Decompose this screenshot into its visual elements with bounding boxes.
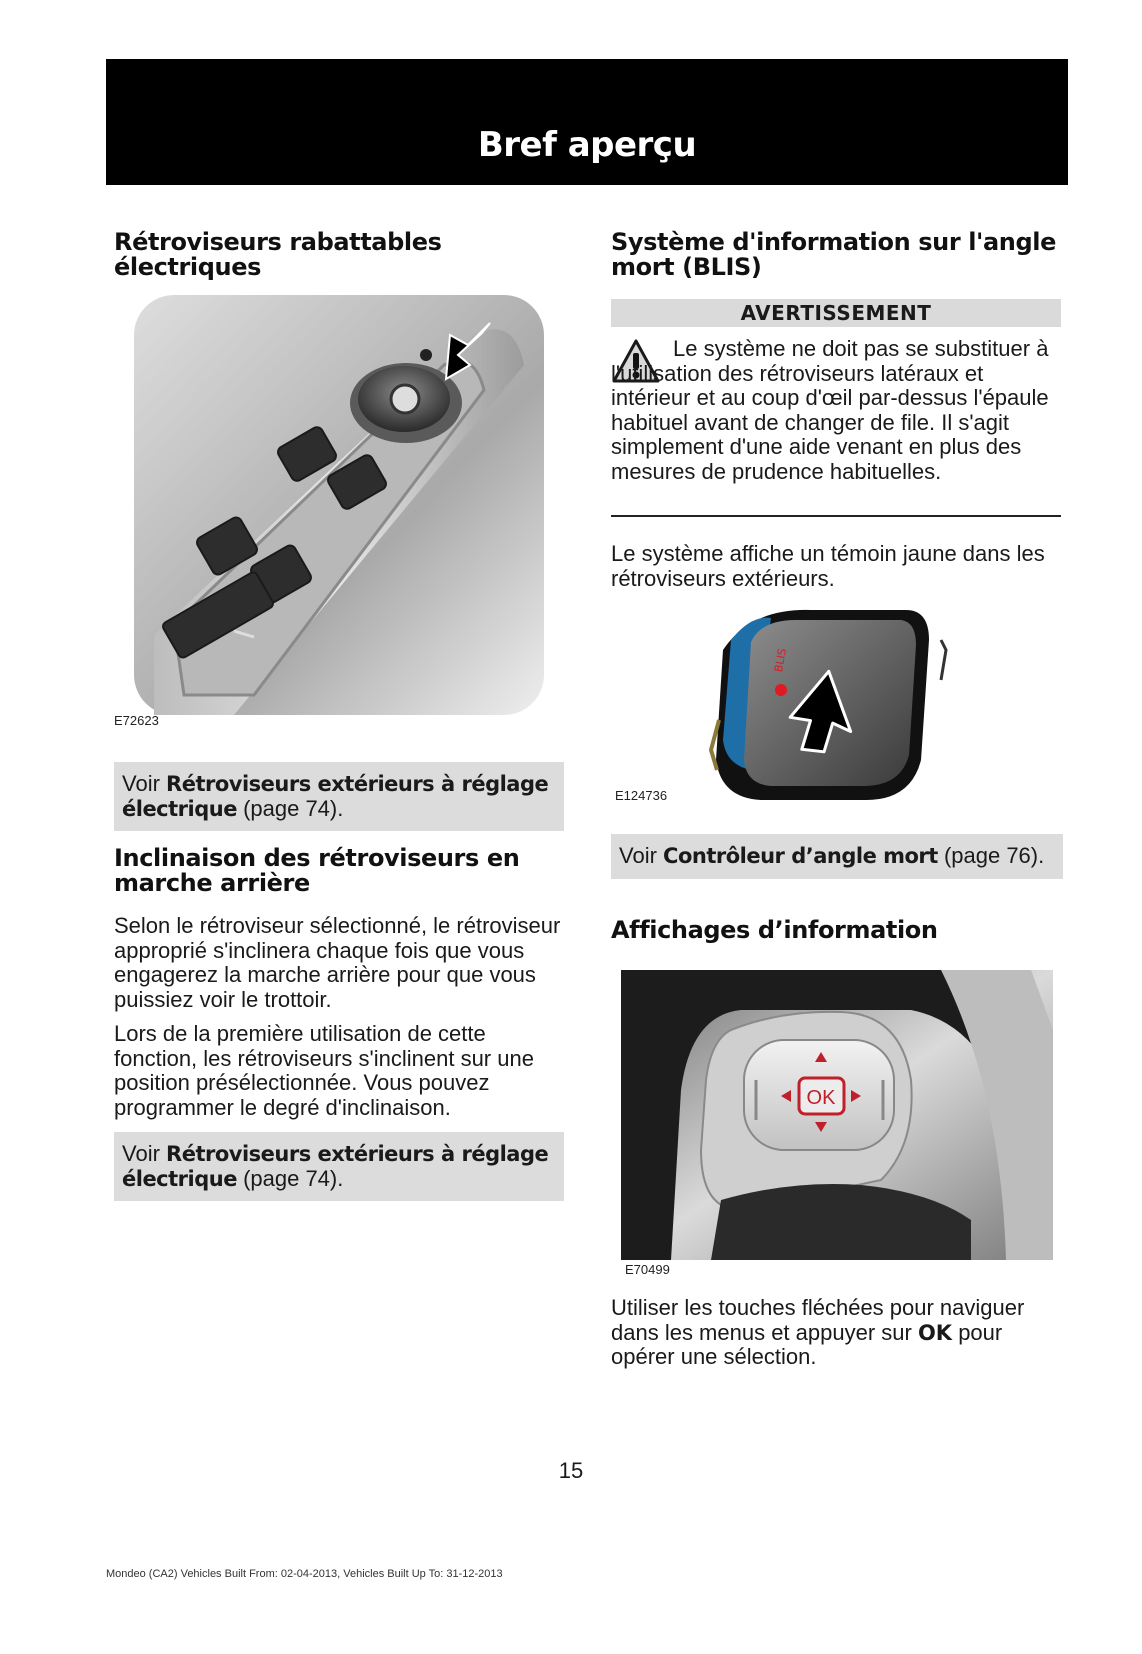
paragraph-navigation: Utiliser les touches fléchées pour naviguer dans les menus et appuyer sur OK pour opérer une sélection. bbox=[611, 1295, 1025, 1369]
cross-reference-link[interactable]: Rétroviseurs extérieurs à réglage électrique bbox=[122, 1142, 549, 1191]
cross-reference-note: Voir Rétroviseurs extérieurs à réglage électrique (page 74). bbox=[114, 1132, 564, 1201]
cross-reference-link[interactable]: Contrôleur d’angle mort bbox=[663, 844, 938, 868]
side-mirror-illustration bbox=[611, 600, 1063, 805]
page-number: 15 bbox=[558, 1458, 584, 1483]
ok-keyword: OK bbox=[917, 1320, 953, 1345]
section-title-folding-mirrors: Rétroviseurs rabattables électriques bbox=[114, 228, 442, 281]
svg-text:BLIS: BLIS bbox=[772, 647, 790, 674]
paragraph: Lors de la première utilisation de cette fonction, les rétroviseurs s'inclinent sur une position présélectionnée. Vous pouvez programmer le degré d'inclinaison. bbox=[114, 1021, 534, 1120]
figure-window-switch-panel bbox=[114, 295, 564, 745]
cross-reference-link[interactable]: Rétroviseurs extérieurs à réglage électrique bbox=[122, 772, 549, 821]
paragraph: Le système affiche un témoin jaune dans les rétroviseurs extérieurs. bbox=[611, 541, 1045, 591]
paragraph: Selon le rétroviseur sélectionné, le rétroviseur approprié s'inclinera chaque fois que vous engagerez la marche arrière pour que vous puissiez voir le trottoir. bbox=[114, 913, 561, 1012]
figure-steering-wheel-controls bbox=[611, 970, 1063, 1280]
footer-text: Mondeo (CA2) Vehicles Built From: 02-04-2013, Vehicles Built Up To: 31-12-2013 bbox=[106, 1568, 503, 1580]
header-bar bbox=[106, 59, 1068, 185]
figure-label: E70499 bbox=[625, 1262, 670, 1277]
section-title-information-displays: Affichages d’information bbox=[611, 916, 938, 944]
warning-heading: AVERTISSEMENT bbox=[611, 299, 1061, 327]
cross-reference-note: Voir Rétroviseurs extérieurs à réglage électrique (page 74). bbox=[114, 762, 564, 831]
window-switch-illustration bbox=[114, 295, 564, 715]
section-title-blis: Système d'information sur l'angle mort (BLIS) bbox=[611, 228, 1056, 281]
section-title-tilt-mirrors: Inclinaison des rétroviseurs en marche arrière bbox=[114, 844, 520, 897]
cross-reference-note: Voir Contrôleur d’angle mort (page 76). bbox=[611, 834, 1063, 879]
figure-label: E124736 bbox=[615, 788, 668, 803]
divider bbox=[611, 515, 1061, 517]
warning-text: Le système ne doit pas se substituer à l'utilisation des rétroviseurs latéraux et intérieur et au coup d'œil par-dessus l'épaule habituel avant de changer de file. Il s'agit simplement d'une aide venant en plus des mesures de prudence habituelles. bbox=[611, 336, 1049, 484]
figure-side-mirror bbox=[611, 600, 1063, 818]
steering-wheel-illustration bbox=[611, 970, 1063, 1260]
page-title: Bref aperçu bbox=[477, 125, 697, 165]
ok-button-label: OK bbox=[806, 1087, 836, 1109]
figure-label: E72623 bbox=[114, 713, 159, 728]
